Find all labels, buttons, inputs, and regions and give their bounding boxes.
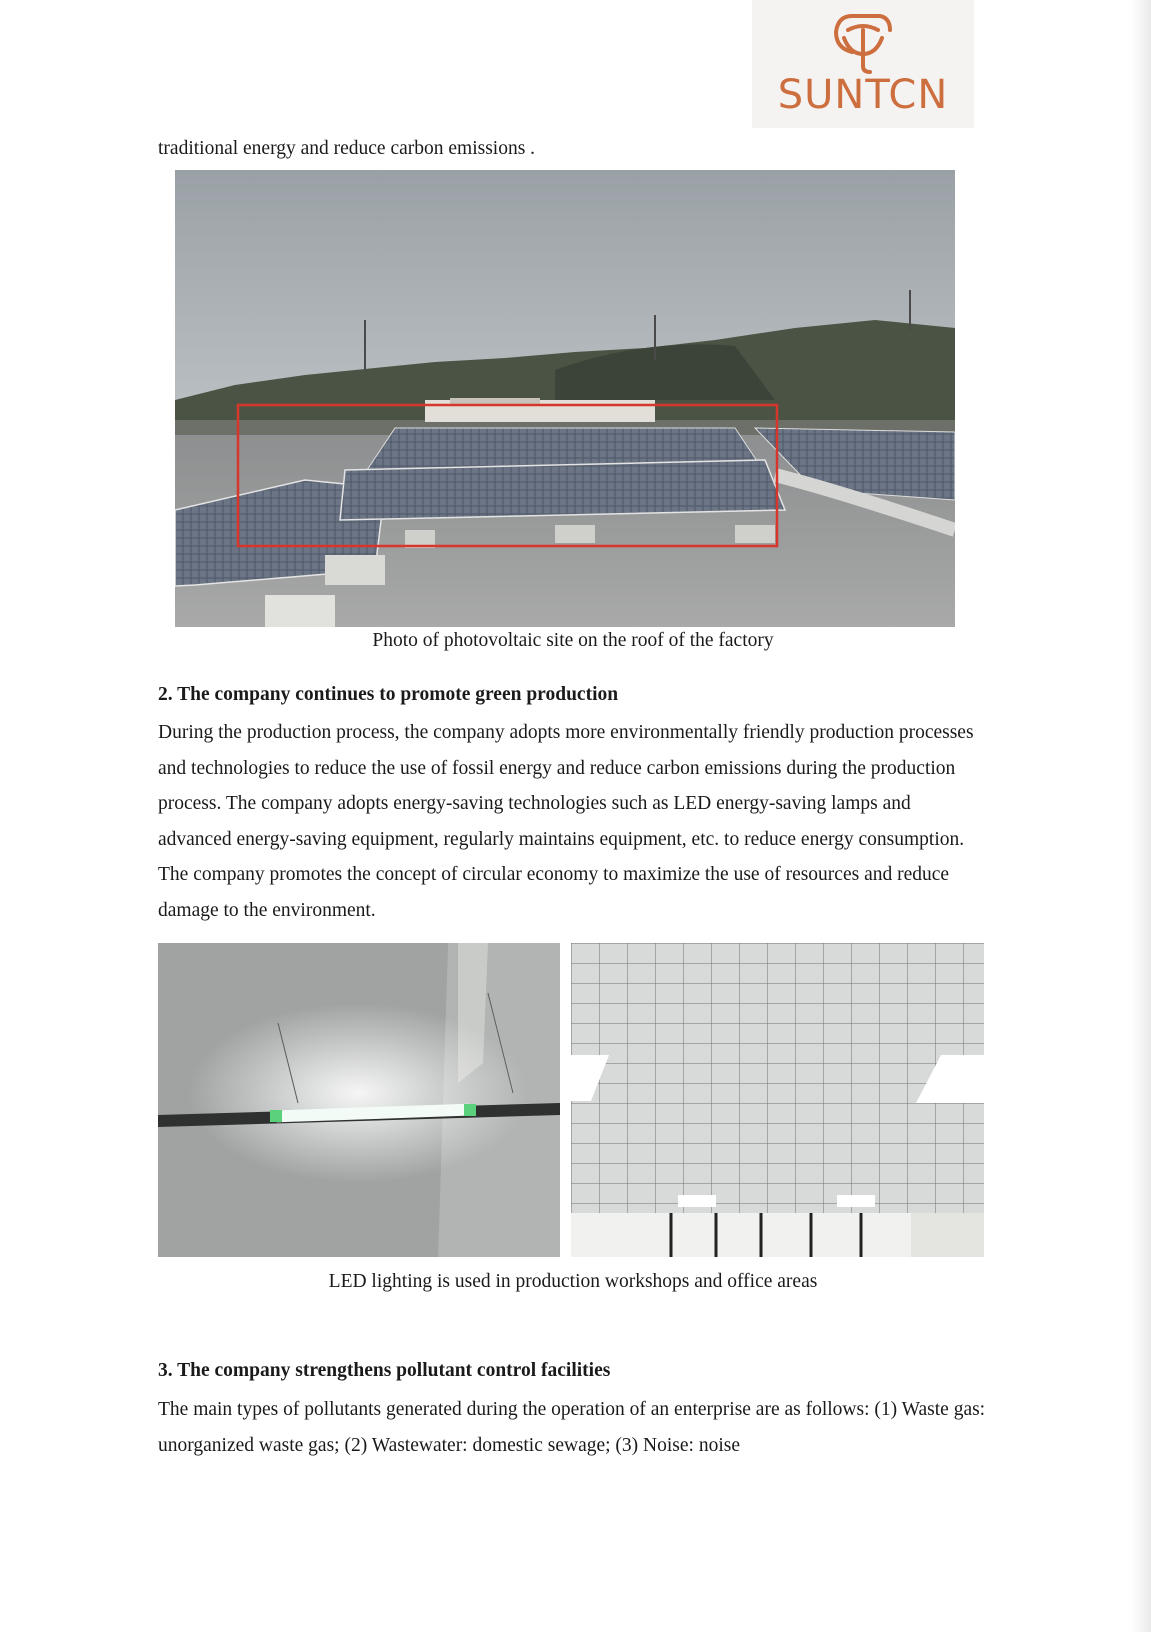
ceiling-panel-lights-photo (571, 943, 984, 1257)
led-tube-lamp-photo (158, 943, 560, 1257)
figure1-caption: Photo of photovoltaic site on the roof of the factory (372, 630, 774, 651)
section2-paragraph: During the production process, the company adopts more environmentally friendly production processes and technologies to reduce the use of fossil energy and reduce carbon emissions during the production process. The company adopts energy-saving technologies such as LED energy-saving lamps and advanced energy-saving equipment, regularly maintains equipment, etc. to reduce energy consumption. The company promotes the concept of circular economy to maximize the use of resources and reduce damage to the environment. (158, 722, 974, 921)
figure2-caption: LED lighting is used in production workshops and office areas (328, 1271, 818, 1292)
lead-paragraph: traditional energy and reduce carbon emissions . (158, 138, 536, 159)
solar-panel-roof-photo (175, 170, 955, 627)
section2-heading: 2. The company continues to promote green production (158, 684, 619, 705)
section3-paragraph: The main types of pollutants generated during the operation of an enterprise are as follows: (1) Waste gas: unorganized waste gas; (2) Wastewater: domestic sewage; (3) Noise: noise (158, 1399, 986, 1456)
page-edge-shadow (1131, 0, 1151, 1632)
logo-wordmark: SUNTCN (777, 72, 949, 118)
company-logo (752, 0, 974, 128)
section3-heading: 3. The company strengthens pollutant control facilities (158, 1360, 611, 1381)
logo-mark-icon (830, 8, 896, 78)
